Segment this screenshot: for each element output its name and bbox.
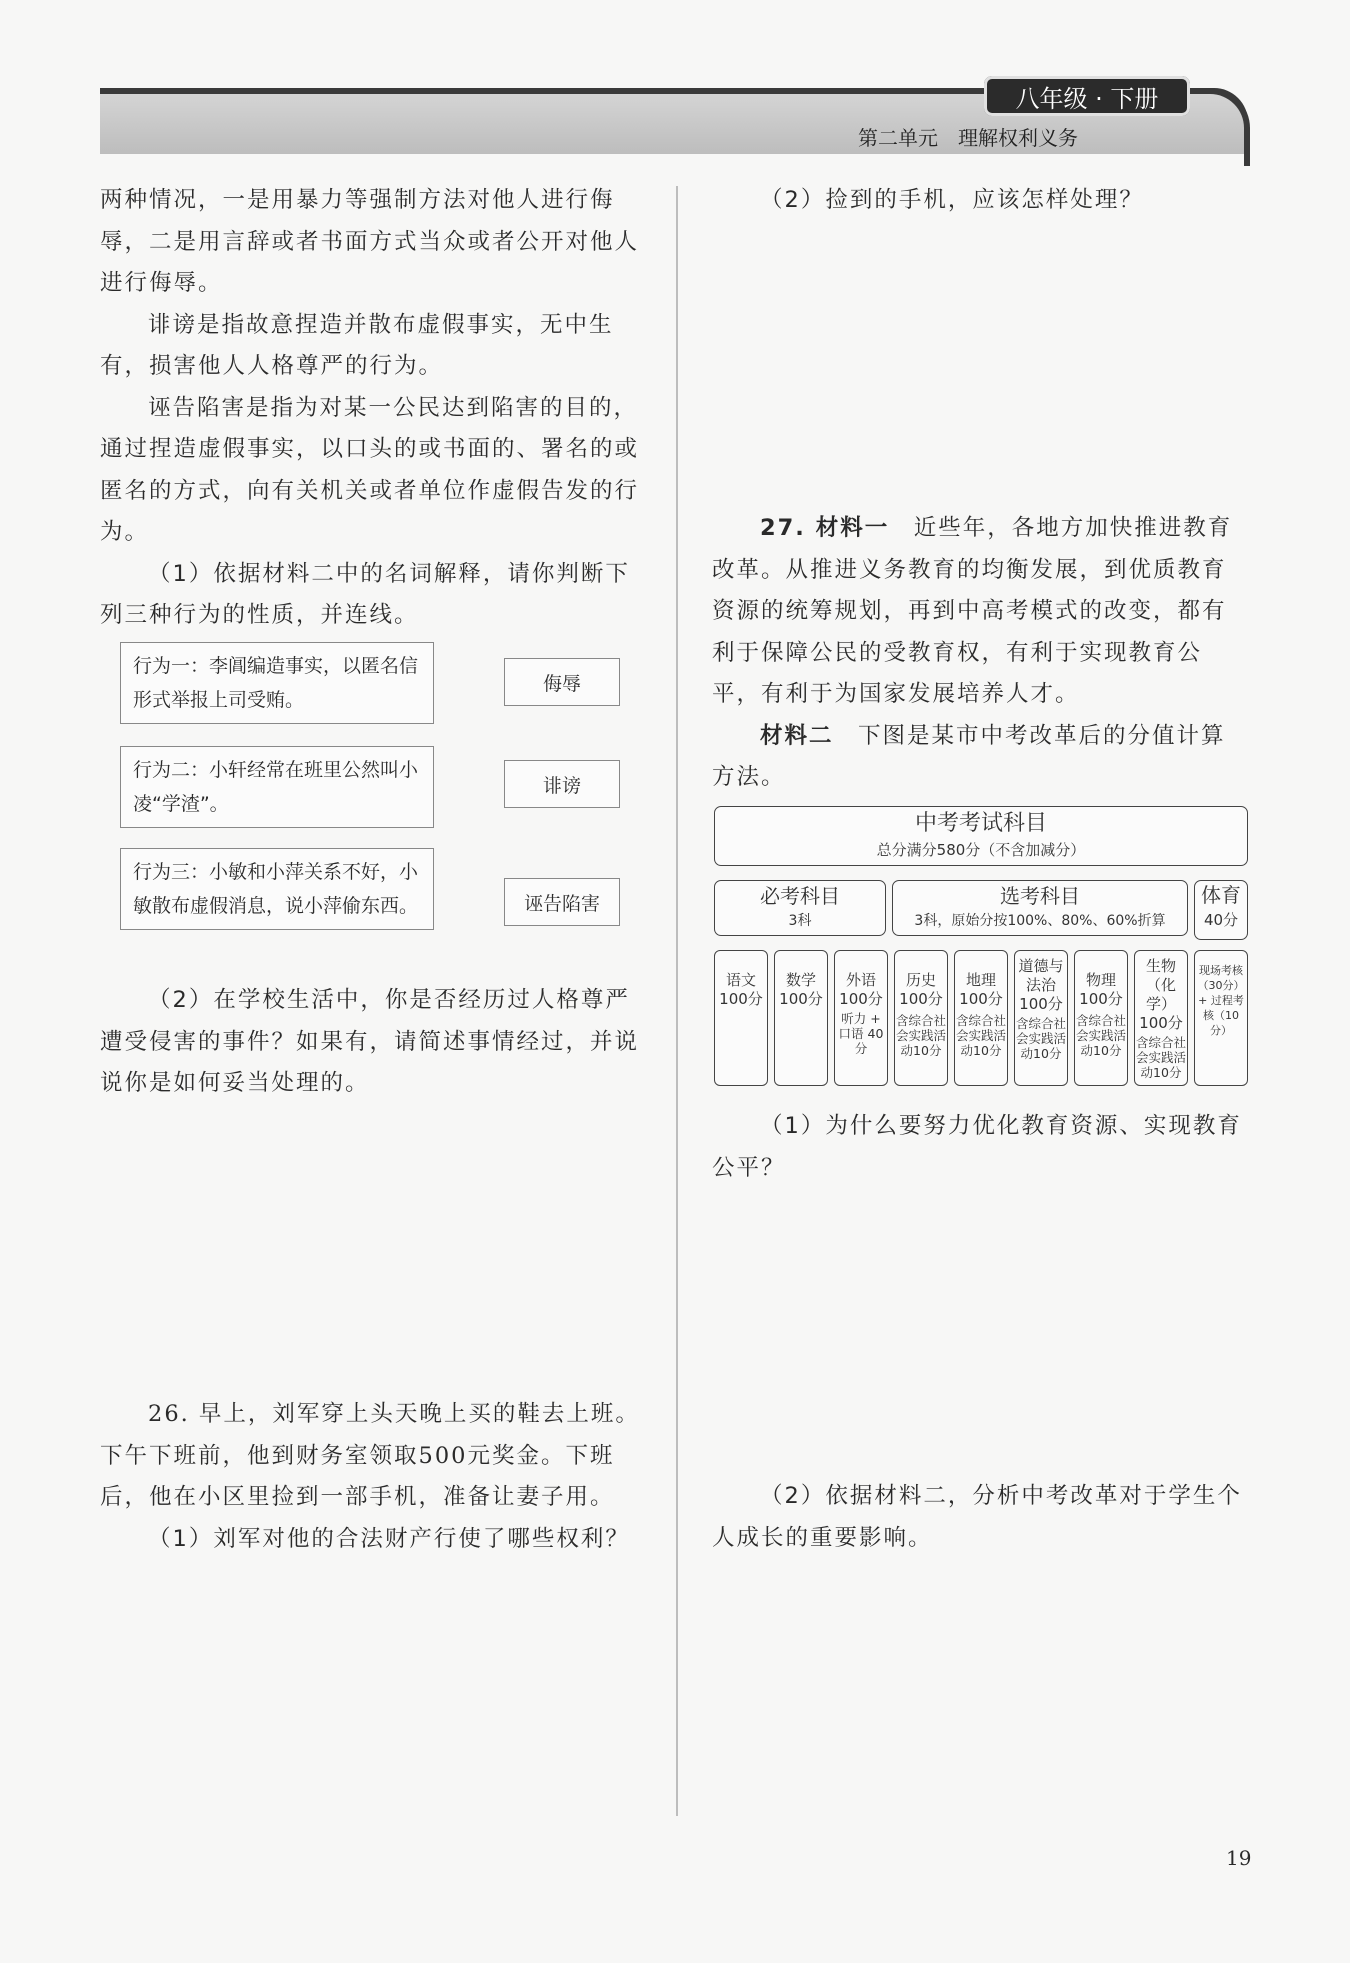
question-25-2: （2）在学校生活中，你是否经历过人格尊严遭受侵害的事件？如果有，请简述事情经过，并说说你是如何妥当处理的。 [100, 987, 640, 1096]
unit-title: 第二单元 理解权利义务 [858, 126, 1078, 150]
question-26-1: （1）刘军对他的合法财产行使了哪些权利？ [148, 1525, 630, 1552]
required-title: 必考科目 [760, 884, 840, 908]
behavior-box-2: 行为二：小轩经常在班里公然叫小凌“学渣”。 [120, 746, 434, 828]
elective-box [892, 880, 1188, 936]
subject-pe-detail: 现场考核（30分）+ 过程考核（10分） [1194, 950, 1248, 1086]
question-26: 26. 早上，刘军穿上头天晚上买的鞋去上班。下午下班前，他到财务室领取500元奖金。下班后，他在小区里捡到一部手机，准备让妻子用。 [100, 1401, 640, 1510]
act-box-insult[interactable]: 侮辱 [504, 658, 620, 706]
behavior-box-3: 行为三：小敏和小萍关系不好，小敏散布虚假消息，说小萍偷东西。 [120, 848, 434, 930]
left-column [100, 180, 644, 637]
pe-box [1194, 880, 1248, 940]
paragraph-defamation: 诽谤是指故意捏造并散布虚假事实，无中生有，损害他人人格尊严的行为。 [100, 311, 614, 379]
material-1-label: 27. 材料一 [760, 515, 890, 541]
act-box-defamation[interactable]: 诽谤 [504, 760, 620, 808]
elective-title: 选考科目 [1000, 884, 1080, 908]
elective-sub: 3科，原始分按100%、80%、60%折算 [914, 913, 1166, 929]
subject-physics: 物理 100分 含综合社会实践活动10分 [1074, 950, 1128, 1086]
column-divider [676, 186, 678, 1816]
question-26-2-block [712, 180, 1248, 222]
paragraph-false-accusation: 诬告陷害是指为对某一公民达到陷害的目的，通过捏造虚假事实，以口头的或书面的、署名的或匿名的方式，向有关机关或者单位作虚假告发的行为。 [100, 394, 640, 545]
page-number: 19 [1226, 1846, 1252, 1870]
diagram-title: 中考考试科目 [914, 811, 1047, 836]
required-box [714, 880, 886, 936]
question-27-1: （1）为什么要努力优化教育资源、实现教育公平？ [712, 1113, 1242, 1181]
paragraph-insult: 两种情况，一是用暴力等强制方法对他人进行侮辱，二是用言辞或者书面方式当众或者公开对他人进行侮辱。 [100, 187, 640, 296]
question-27-2: （2）依据材料二，分析中考改革对于学生个人成长的重要影响。 [712, 1483, 1242, 1551]
subject-biology-chemistry: 生物（化学） 100分 含综合社会实践活动10分 [1134, 950, 1188, 1086]
subject-chinese: 语文 100分 [714, 950, 768, 1086]
question-27-block [712, 508, 1248, 799]
diagram-title-box [714, 806, 1248, 866]
required-sub: 3科 [788, 913, 812, 929]
act-box-false-accusation[interactable]: 诬告陷害 [504, 878, 620, 926]
material-2-text: 下图是某市中考改革后的分值计算方法。 [712, 722, 1226, 790]
question-25-2-block [100, 980, 644, 1105]
question-26-2: （2）捡到的手机，应该怎样处理？ [760, 187, 1144, 213]
question-26-block [100, 1394, 644, 1560]
grade-tag: 八年级 · 下册 [984, 76, 1190, 116]
pe-sub: 40分 [1203, 911, 1239, 929]
diagram-subtitle: 总分满分580分（不含加减分） [876, 841, 1086, 859]
subject-foreign-language: 外语 100分 听力 + 口语 40分 [834, 950, 888, 1086]
subject-history: 历史 100分 含综合社会实践活动10分 [894, 950, 948, 1086]
subject-geography: 地理 100分 含综合社会实践活动10分 [954, 950, 1008, 1086]
behavior-box-1: 行为一：李阊编造事实，以匿名信形式举报上司受贿。 [120, 642, 434, 724]
subject-math: 数学 100分 [774, 950, 828, 1086]
subject-morality-law: 道德与法治 100分 含综合社会实践活动10分 [1014, 950, 1068, 1086]
question-25-1: （1）依据材料二中的名词解释，请你判断下列三种行为的性质，并连线。 [100, 560, 630, 628]
material-1-text: 近些年，各地方加快推进教育改革。从推进义务教育的均衡发展，到优质教育资源的统筹规划，再到中高考模式的改变，都有利于保障公民的受教育权，有利于实现教育公平，有利于为国家发展培养人才。 [712, 515, 1233, 707]
pe-title: 体育 [1201, 883, 1241, 907]
material-2-label: 材料二 [760, 722, 834, 749]
question-27-1-block [712, 1106, 1248, 1189]
question-27-2-block [712, 1476, 1248, 1559]
